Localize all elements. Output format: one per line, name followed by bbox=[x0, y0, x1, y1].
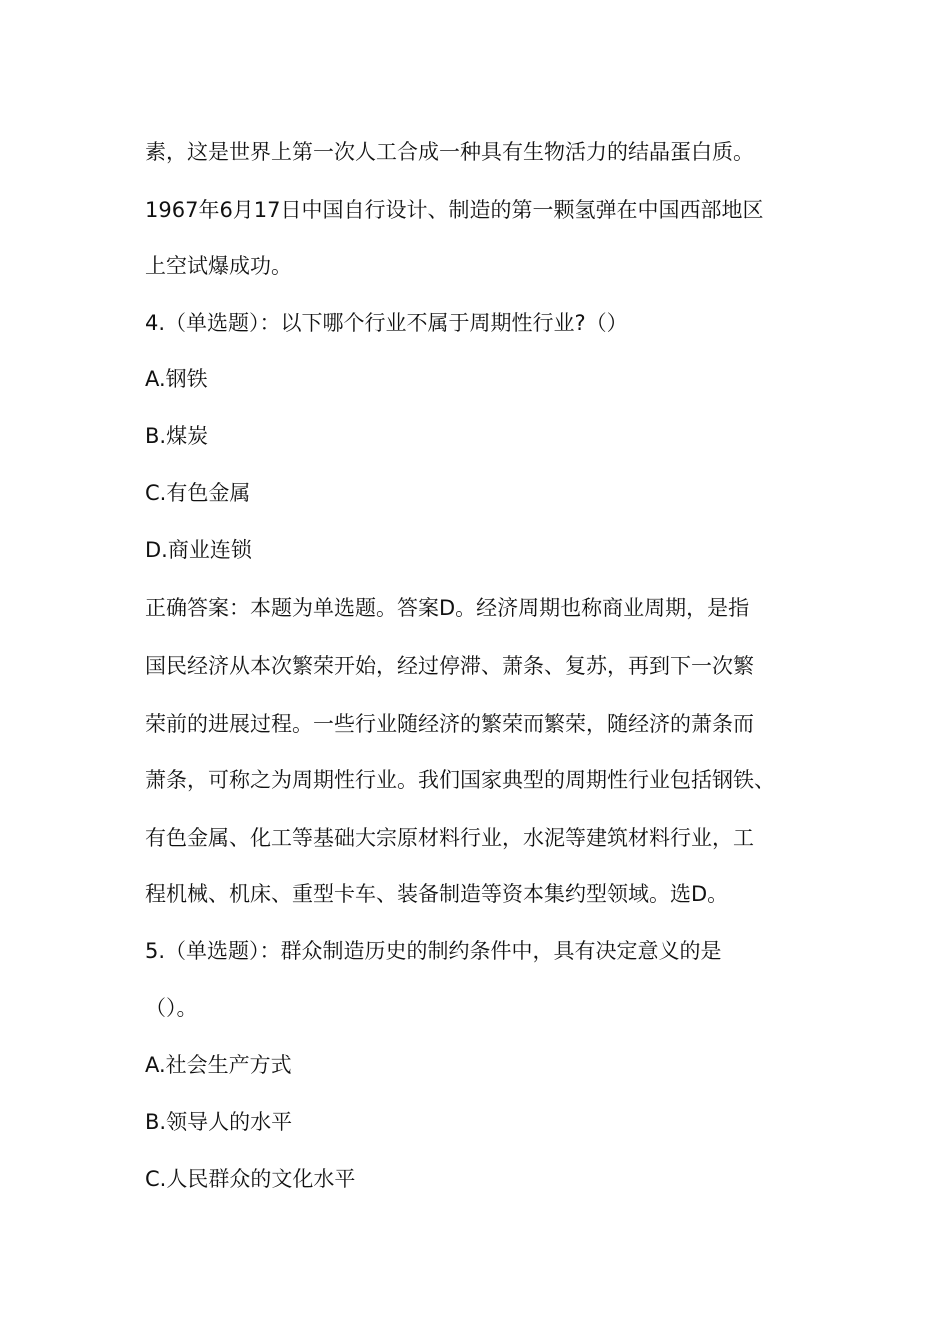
text-line: 素，这是世界上第一次人工合成一种具有生物活力的结晶蛋白质。 bbox=[145, 140, 754, 164]
text-line: 程机械、机床、重型卡车、装备制造等资本集约型领域。选D。 bbox=[145, 882, 729, 906]
text-line: 1967年6月17日中国自行设计、制造的第一颗氢弹在中国西部地区 bbox=[145, 198, 764, 222]
option-b: B.领导人的水平 bbox=[145, 1110, 293, 1134]
option-d: D.商业连锁 bbox=[145, 538, 252, 562]
option-b: B.煤炭 bbox=[145, 424, 209, 448]
option-a: A.社会生产方式 bbox=[145, 1053, 292, 1077]
answer-explanation: 正确答案：本题为单选题。答案D。经济周期也称商业周期，是指 bbox=[145, 596, 750, 620]
text-line: （）。 bbox=[145, 996, 198, 1020]
text-line: 荣前的进展过程。一些行业随经济的繁荣而繁荣，随经济的萧条而 bbox=[145, 712, 754, 736]
text-line: 国民经济从本次繁荣开始，经过停滞、萧条、复苏，再到下一次繁 bbox=[145, 654, 754, 678]
option-c: C.人民群众的文化水平 bbox=[145, 1167, 356, 1191]
text-line: 上空试爆成功。 bbox=[145, 254, 292, 278]
text-line: 萧条，可称之为周期性行业。我们国家典型的周期性行业包括钢铁、 bbox=[145, 768, 775, 792]
question-4-stem: 4.（单选题）：以下哪个行业不属于周期性行业?（） bbox=[145, 311, 628, 335]
option-a: A.钢铁 bbox=[145, 367, 208, 391]
question-5-stem: 5.（单选题）：群众制造历史的制约条件中，具有决定意义的是 bbox=[145, 939, 722, 963]
option-c: C.有色金属 bbox=[145, 481, 251, 505]
text-line: 有色金属、化工等基础大宗原材料行业，水泥等建筑材料行业，工 bbox=[145, 826, 754, 850]
